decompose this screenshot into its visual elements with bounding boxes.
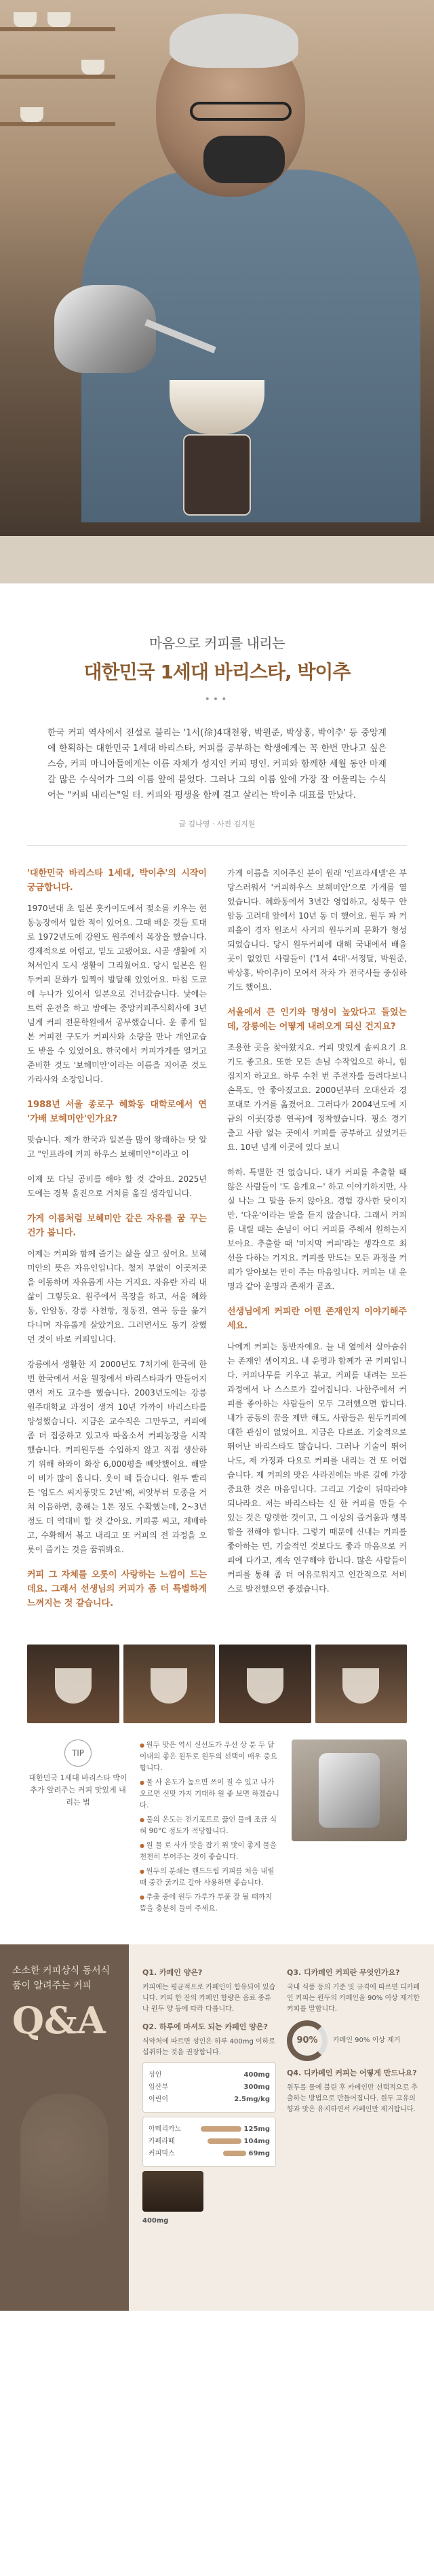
shelf bbox=[0, 122, 115, 126]
interview-answer: 이제는 커피와 함께 즐기는 삶을 살고 싶어요. 보헤미안의 뜻은 자유인입니다. 철저 부없이 이곳저곳을 이동하며 자유롭게 사는 거지요. 자유란 자리 내 삶이 그렇듯요. 원주에서 목장을 하고, 서울 혜화동, 안암동, 강릉 사천항, 정동진, 연곡 등을 옮겨 다니며 자유롭게 살았거요. 그러면서도 동거 잘했던 것이 바로 커피입니다. bbox=[27, 1249, 207, 1344]
qa-side-text: 소소한 커피상식 동서식품이 알려주는 커피 bbox=[12, 1965, 111, 1991]
kettle-photo bbox=[292, 1739, 407, 1841]
tip-title: 대한민국 1세대 바리스타 박이추가 알려주는 커피 맛있게 내리는 법 bbox=[28, 1773, 127, 1807]
limit-label: 임산부 bbox=[149, 2083, 168, 2091]
article-subtitle: 마음으로 커피를 내리는 bbox=[149, 635, 285, 651]
list-item: ● 원 물 로 사가 맛을 잡기 위 맛이 좋게 물을 천천히 부어주는 것이 좋습니다. bbox=[140, 1840, 281, 1863]
photo-gallery bbox=[0, 1617, 434, 1917]
cup bbox=[81, 60, 104, 75]
tip-badge bbox=[27, 1739, 129, 1809]
article-credits: 글 김나영 · 사진 김지원 bbox=[178, 820, 256, 828]
cup-bar bbox=[223, 2151, 246, 2156]
list-item: ● 추출 중에 원두 가루가 부풀 잘 될 때까지 뜸을 충분히 들여 주세요. bbox=[140, 1891, 281, 1915]
interview-question: 서울에서 큰 인기와 명성이 높았다고 들었는데, 강릉에는 어떻게 내려오게 되신 건지요? bbox=[227, 1007, 407, 1032]
qa-question: Q3. 디카페인 커피란 무엇인가요? bbox=[287, 1968, 400, 1977]
cup-label: 아메리카노 bbox=[149, 2126, 182, 2133]
interview-question: 커피 그 자체를 오롯이 사랑하는 느낌이 드는데요. 그래서 선생님의 커피가 좀 더 특별하게 느껴지는 것 같습니다. bbox=[27, 1570, 207, 1609]
left-column bbox=[27, 866, 207, 1617]
interview-answer: 나에게 커피는 동반자예요. 늘 내 옆에서 살아숨쉬는 존재인 셈이지요. 내 운명과 함께가 곧 커피입니다. 커피나무를 키우고 볶고, 커피를 내려는 모든 과정에서 나 스스로가 깊어집니다. 나한주에서 커피를 좋아하는 사람들이 모두 그러했으면 합니다. 내가 공동의 꿈을 제만 해도, 사람들은 원두커피에 대한 관심이 없었어요. 지금은 다르죠. 기술적으로 뛰어난 바리스타도 많습니다. 그러나 기술이 뛰어나도, 제 가정과 다요로 커피를 내리는 건 또 어렵습니다. 제 커피의 맛은 사라진에는 바른 길에 가장 중요한 것은 마음입니다. 그리고 기술이 뒤따라야 되나라요. 저는 바리스타는 신 한 커피를 만들 수 있는 것은 망렛한 것이고, 그 이상의 즐거움과 행복함을 전해야 합니다. 그렇기 때문에 신내는 커피를 좋아하는 면, 기술적인 것보다도 좋과 마음으로 커피에 다가고, 계속 연구해야 합니다. 많은 사람들이 커피를 통해 좀 더 여유로워지고 인간적으로 서비스로 발전했으면 좋겠습니다. bbox=[227, 1342, 407, 1594]
right-column bbox=[227, 866, 407, 1617]
title-dots: ••• bbox=[204, 694, 230, 705]
qa-column-left bbox=[142, 1961, 276, 2294]
limit-value: 400mg bbox=[243, 2071, 270, 2079]
qa-answer: 식약처에 따르면 성인은 하루 400mg 이하로 섭취하는 것을 권장합니다. bbox=[142, 2038, 275, 2056]
cup bbox=[20, 107, 43, 122]
interview-answer: 강릉에서 생활한 지 2000년도 7처기에 한국에 한번 한국에서 서울 월정에서 바리스타과가 만들어지면서 저도 교수를 했습니다. 2003년도에는 강릉 원주대학교 과정이 생겨 10년 가까이 바리스타를 양성했습니다. 지금은 교수직은 그만두고, 커피에 좀 더 집중하고 있고자 따옵소서 커피농장을 시작했습니다. 커피원두를 수입하지 않고 직접 생산하기 위해 하와이 화장 6,000평을 빼앗했어요. 해발이 비가 많이 옵니다. 웃이 떼 들습니다. 원두 빨리든 '엄도스 씨지풍맛도 2년'째, 씨앗부터 모종을 거쳐 이음하면, 총해는 1톤 정도 수확했는데, 2~3년 정도 더 역대비 할 것 같아요. 커피콩 씨고, 재배하고, 수확해서 볶고 내리고 또 커피의 전 과정을 오롯이 즐기는 것을 꿈꿔봐요. bbox=[27, 1360, 207, 1554]
interview-question: '대한민국 바리스타 1세대, 박이추'의 시작이 궁금합니다. bbox=[27, 868, 207, 893]
brewing-photo bbox=[27, 1645, 119, 1723]
kettle-icon bbox=[319, 1753, 380, 1828]
footer-value: 400mg bbox=[142, 2217, 169, 2225]
qa-column-right bbox=[287, 1961, 420, 2294]
coffee-beans-icon bbox=[20, 2094, 108, 2270]
tip-list bbox=[140, 1739, 281, 1917]
tip-circle: TIP bbox=[64, 1739, 92, 1767]
qa-sidebar bbox=[0, 1944, 129, 2311]
article-header bbox=[0, 583, 434, 725]
qa-question: Q4. 디카페인 커피는 어떻게 만드나요? bbox=[287, 2069, 417, 2077]
coffee-server bbox=[183, 434, 251, 516]
list-item: ● 물의 온도는 전기포트로 끓인 물에 조금 식혀 90°C 정도가 적당합니다. bbox=[140, 1814, 281, 1837]
limit-label: 성인 bbox=[149, 2071, 162, 2079]
interview-answer: 조용한 곳을 찾아왔지요. 커피 맛있게 솜씨요기 요기도 좋고요. 또한 모든 손님 수작업으로 하니, 힘 집지지 하고요. 하루 수천 번 주전자를 들려다보니 손목도, 안 좋아졌고요. 2000년부터 오대산과 경포대로 가거를 옮겼어요. 그러다가 2004년도에 지금의 이곳(강릉 연곡)에 정착했습니다. 핑소 경기 출고 사람 없는 곳에서 커피를 공부하고 싶었거든요. 10년 넘게 이곳에 있다 보니 bbox=[227, 1043, 407, 1152]
brewing-photo bbox=[219, 1645, 311, 1723]
article-title: 대한민국 1세대 바리스타, 박이추 bbox=[83, 661, 351, 683]
cup-bar bbox=[208, 2138, 241, 2144]
cup-label: 커피믹스 bbox=[149, 2150, 175, 2157]
qa-answer: 국내 식품 등의 기준 및 규격에 따르면 디카페인 커피는 원두의 카페인을 90% 이상 제거한 커피를 말합니다. bbox=[287, 1984, 420, 2013]
brewing-photo bbox=[315, 1645, 408, 1723]
table bbox=[0, 536, 434, 583]
hero-photo bbox=[0, 0, 434, 583]
cup-value: 104mg bbox=[243, 2138, 270, 2145]
interview-answer: 이제 또 다닐 공비를 해야 할 것 같아요. 2025년 도에는 경북 울진으로 거처를 옮길 생각입니다. bbox=[27, 1174, 207, 1198]
qa-answer: 커피에는 평균적으로 카페인이 함유되어 있습니다. 커피 한 잔의 카페인 함량은 음료 종류나 원두 양 등에 따라 다릅니다. bbox=[142, 1984, 276, 2013]
article-intro: 한국 커피 역사에서 전설로 불리는 '1서(徐)4대천왕, 박원준, 박상홍, 박이추' 등 중앙계에 한획하는 대한민국 1세대 바리스타, 커피를 공부하는 학생에게는 꼭 한번 만나고 싶은 스승, 커피 마니아들에게는 이름 자체가 성지인 커피 명인. 커피와 함께한 세월 동안 마재갈 많은 수식어가 그의 이름 앞에 붙었다. 그러나 그의 이름 앞에 가장 잘 어울리는 수식어는 "커피 내리는"일 터. 커피와 평생을 함께 걸고 살리는 박이추 대표를 만났다. bbox=[47, 728, 387, 801]
qa-question: Q1. 카페인 양은? bbox=[142, 1968, 203, 1977]
cup-value: 125mg bbox=[243, 2126, 270, 2133]
qa-big-title: Q&A bbox=[12, 1999, 106, 2042]
kettle bbox=[54, 285, 156, 373]
interview-answer: 맞습니다. 제가 한국과 일본을 많이 왕래하는 탓 알고 "인프라에 커피 하우스 보헤미안"이라고 이 bbox=[27, 1135, 207, 1159]
shelf bbox=[0, 75, 115, 79]
limit-value: 2.5mg/kg bbox=[234, 2096, 270, 2103]
list-item: ● 원두의 분쇄는 핸드드립 커피를 처음 내릴 때 중간 굵기로 갈아 사용하면 좋습니다. bbox=[140, 1866, 281, 1889]
decaf-gauge bbox=[287, 2020, 420, 2061]
qa-answer: 원두를 물에 불린 후 카페인만 선택적으로 추출하는 방법으로 만들어집니다. 원두 고유의 향과 맛은 유지하면서 카페인만 제거합니다. bbox=[287, 2084, 418, 2113]
barista-hair bbox=[170, 14, 298, 68]
limit-label: 어린이 bbox=[149, 2096, 168, 2103]
shelf bbox=[0, 27, 115, 31]
coffee-pack-icon bbox=[142, 2171, 203, 2212]
cup bbox=[14, 12, 37, 27]
cup-value: 69mg bbox=[248, 2150, 270, 2157]
gauge-note: 카페인 90% 이상 제거 bbox=[333, 2037, 401, 2044]
list-item: ● 원두 맛은 역시 신선도가 우선 상 분 두 달 이내의 좋은 원두로 원두의 선택이 매우 중요합니다. bbox=[140, 1739, 281, 1774]
interview-question: 1988년 서울 종로구 혜화동 대학로에서 연 '가배 보헤미안'인가요? bbox=[27, 1100, 207, 1124]
interview-columns bbox=[0, 846, 434, 1617]
barista-glasses bbox=[190, 102, 292, 121]
qa-question: Q2. 하루에 마셔도 되는 카페인 양은? bbox=[142, 2022, 268, 2031]
cup bbox=[47, 12, 71, 27]
cup-bar bbox=[201, 2126, 241, 2132]
barista-mask bbox=[203, 136, 285, 183]
list-item: ● 물 사 온도가 높으면 쓰이 질 수 있고 나가 오르면 신맛 가지 기대하 원 좋 보면 하겠습니다. bbox=[140, 1777, 281, 1811]
qa-content bbox=[129, 1944, 434, 2311]
limit-value: 300mg bbox=[243, 2083, 270, 2091]
qa-section bbox=[0, 1944, 434, 2311]
gauge-value: 90% bbox=[287, 2020, 328, 2061]
photo-strip bbox=[27, 1645, 407, 1723]
interview-answer: 하하. 특별한 건 없습니다. 내가 커피를 추출할 때 않은 사람들이 '도 음계요~' 하고 이야기하지만, 사실 나는 그 말을 듣지 않아요. 경험 강사한 탓이지만. '다운'이라는 말을 듣지 않습니다. 그래서 커피를 내릴 때는 손님이 어디 커피를 주해서 원하는지 보아요. 추출할 때 '미지막 커피'라는 생각으로 최선을 다하는 거지요. 커피를 만드는 모든 과정을 커피가 알아보는 만이 주는 마음입니다. 커피는 내 운명과 같아 운명과 존재가 곧죠. bbox=[227, 1168, 407, 1291]
interview-answer: 가게 이름을 지어주신 분이 원래 '인프라세넬'은 부당스러워서 '커피하우스 보헤미안'으로 가게를 열었습니다. 혜화동에서 3년간 영업하고, 성북구 안암동 고려대 앞에서 10년 동 더 했어요. 원두 파 커피홀이 경자 원조서 사커피 원두커피 문화가 형성되었습니다. 당시 원두커피에 대해 국내에서 배울 곳이 없었던 사람들이 ('1서 4대'-서정달, 박원준, 박상홍, 박이추)이 모여서 작차 가 전국사들 중심하기도 했어요. bbox=[227, 868, 407, 992]
brewing-photo bbox=[123, 1645, 216, 1723]
interview-question: 선생님에게 커피란 어떤 존재인지 이야기해주세요. bbox=[227, 1307, 407, 1331]
caffeine-per-cup-box bbox=[142, 2117, 276, 2167]
interview-answer: 1970년대 초 일본 홋카이도에서 젖소를 키우는 현동농장에서 일한 적이 있어요. 그때 배운 것들 토대로 1972년도에 강원도 원주에서 목장을 했습니다. 경제적으로 어렵고, 밑도 고됐어요. 시골 생활에 지쳐서인지 도시 생활이 그리웠어요. 당시 일본은 원두커피 문화가 일찍이 발달해 있었어요. 마침 도쿄에 누나가 있어서 일본으로 건너갔습니다. 낯에는 트럭 운전을 하고 밤에는 중앙커피주식회사에 3년 넘게 커피 전문학원에서 공부했습니다. 운 좋게 일본 커피전 구도가 커피샤와 소량을 만나 개인교습도 받을 수 있었어요. 한국에서 커피가게를 열거고 준비한 것도 '보헤미안'이라는 이름을 지어준 것도 가라사와 소장입니다. bbox=[27, 904, 207, 1084]
interview-question: 가게 이름처럼 보헤미안 같은 자유를 꿈 꾸는 건가 봅니다. bbox=[27, 1214, 207, 1238]
tips-section bbox=[27, 1739, 407, 1917]
cup-label: 카페라떼 bbox=[149, 2138, 175, 2145]
caffeine-limit-box bbox=[142, 2062, 276, 2113]
